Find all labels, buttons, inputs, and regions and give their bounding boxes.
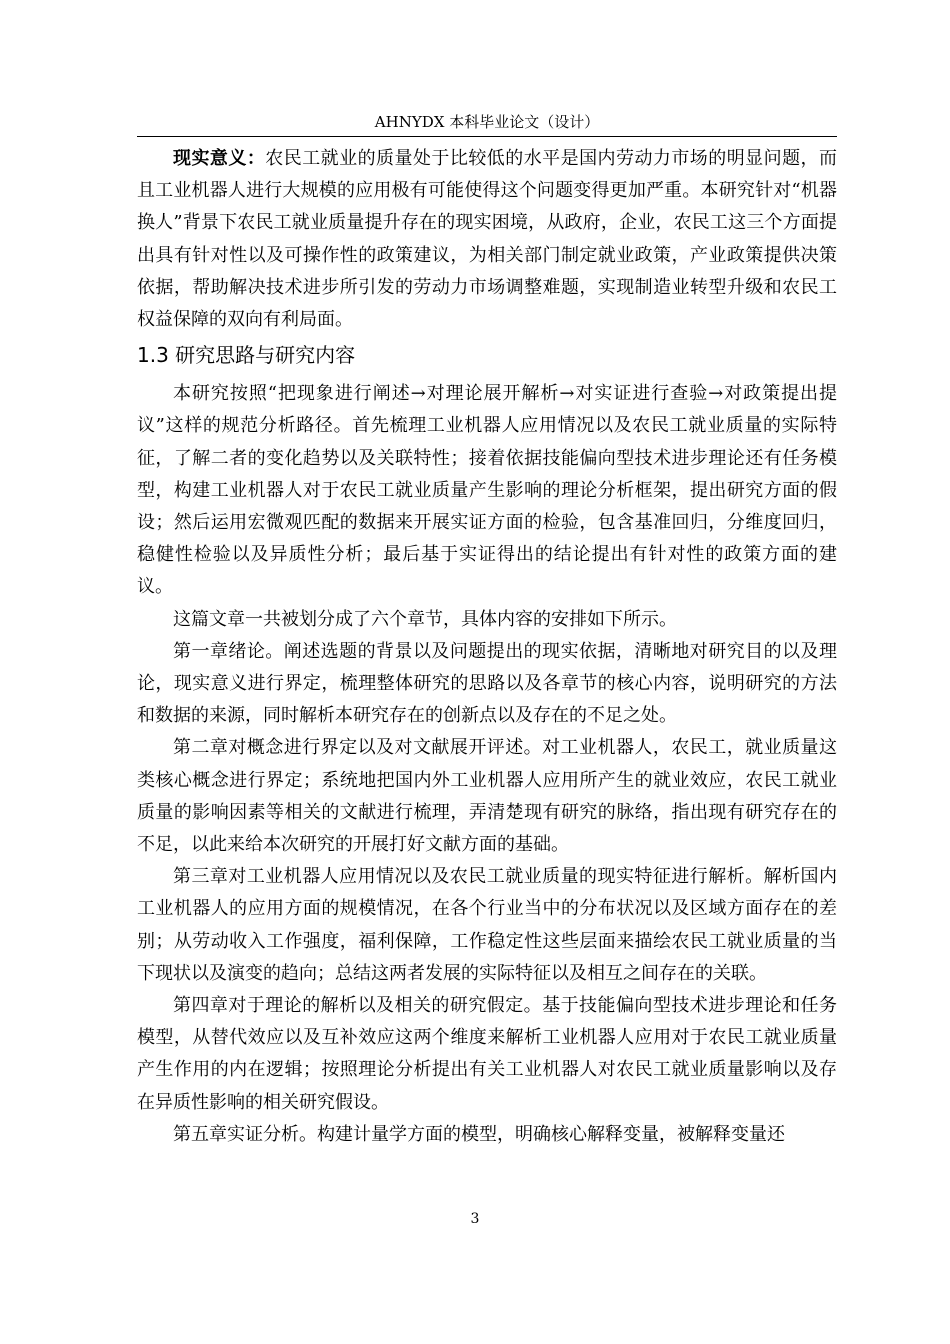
body-paragraph: 第一章绪论。阐述选题的背景以及问题提出的现实依据，清晰地对研究目的以及理论，现实意义进行界定，梳理整体研究的思路以及各章节的核心内容，说明研究的方法和数据的来源，同时解析本研究存在的创新点以及存在的不足之处。 — [137, 640, 837, 727]
body-paragraph: 第四章对于理论的解析以及相关的研究假定。基于技能偏向型技术进步理论和任务模型，从替代效应以及互补效应这两个维度来解析工业机器人应用对于农民工就业质量产生作用的内在逻辑；按照理论分析提出有关工业机器人对农民工就业质量影响以及存在异质性影响的相关研究假设。 — [137, 995, 837, 1113]
page-content — [137, 143, 837, 1151]
page-number: 3 — [470, 1211, 480, 1227]
body-paragraph: 本研究按照“把现象进行阐述→对理论展开解析→对实证进行查验→对政策提出提议”这样的规范分析路径。首先梳理工业机器人应用情况以及农民工就业质量的实际特征，了解二者的变化趋势以及关联特性；接着依据技能偏向型技术进步理论还有任务模型，构建工业机器人对于农民工就业质量产生影响的理论分析框架，提出研究方面的假设；然后运用宏微观匹配的数据来开展实证方面的检验，包含基准回归，分维度回归，稳健性检验以及异质性分析；最后基于实证得出的结论提出有针对性的政策方面的建议。 — [137, 383, 837, 598]
body-paragraph: 这篇文章一共被划分成了六个章节，具体内容的安排如下所示。 — [173, 608, 677, 630]
page-header: AHNYDX 本科毕业论文（设计） — [374, 113, 600, 131]
body-paragraph: 第三章对工业机器人应用情况以及农民工就业质量的现实特征进行解析。解析国内工业机器人的应用方面的规模情况，在各个行业当中的分布状况以及区域方面存在的差别；从劳动收入工作强度，福利保障，工作稳定性这些层面来描绘农民工就业质量的当下现状以及演变的趋向；总结这两者发展的实际特征以及相互之间存在的关联。 — [137, 866, 837, 984]
body-paragraph: 第五章实证分析。构建计量学方面的模型，明确核心解释变量，被解释变量还 — [173, 1123, 785, 1145]
practical-significance-paragraph — [137, 143, 837, 336]
practical-significance-text: 农民工就业的质量处于比较低的水平是国内劳动力市场的明显问题，而且工业机器人进行大规模的应用极有可能使得这个问题变得更加严重。本研究针对“机器换人”背景下农民工就业质量提升存在的现实困境，从政府，企业，农民工这三个方面提出具有针对性以及可操作性的政策建议，为相关部门制定就业政策，产业政策提供决策依据，帮助解决技术进步所引发的劳动力市场调整难题，实现制造业转型升级和农民工权益保障的双向有利局面。 — [137, 148, 838, 331]
section-heading: 1.3 研究思路与研究内容 — [137, 343, 356, 368]
body-paragraph: 第二章对概念进行界定以及对文献展开评述。对工业机器人，农民工，就业质量这类核心概念进行界定；系统地把国内外工业机器人应用所产生的就业效应，农民工就业质量的影响因素等相关的文献进行梳理，弄清楚现有研究的脉络，指出现有研究存在的不足，以此来给本次研究的开展打好文献方面的基础。 — [137, 737, 837, 856]
header-divider — [137, 136, 837, 137]
practical-significance-label: 现实意义： — [173, 148, 266, 169]
